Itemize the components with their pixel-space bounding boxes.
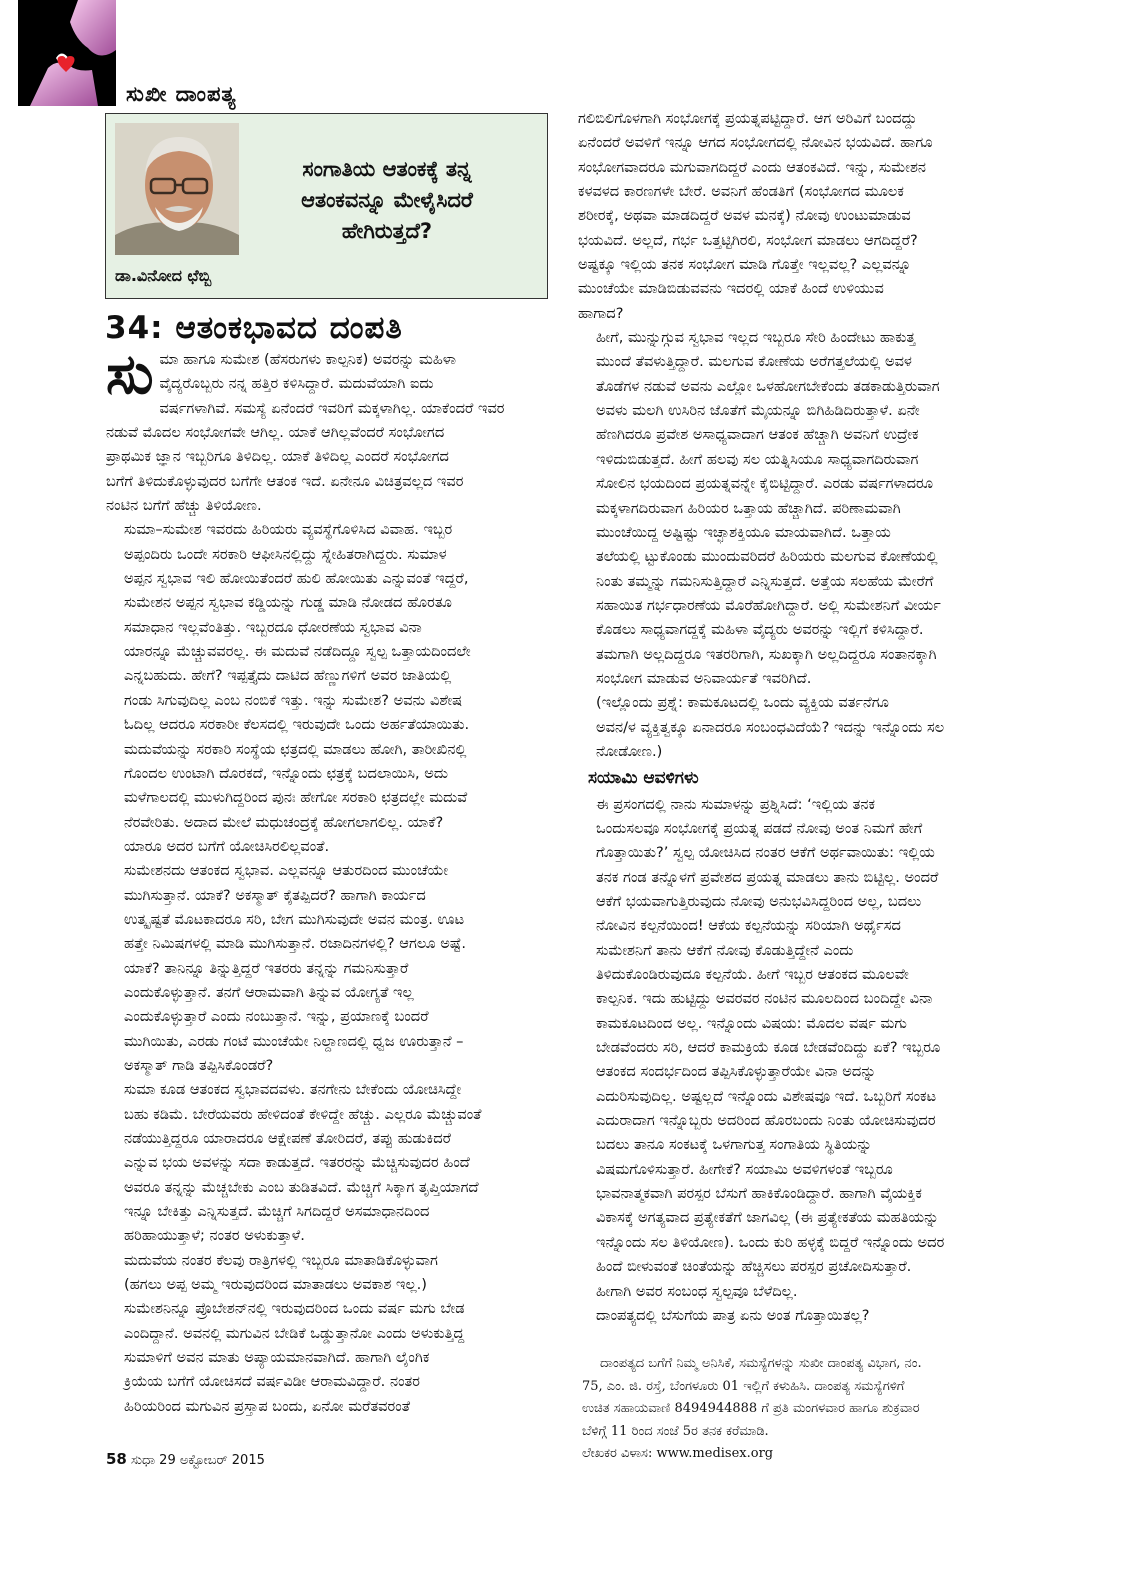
text-line: ದಾಂಪತ್ಯದಲ್ಲಿ ಬೆಸುಗೆಯ ಪಾತ್ರ ಏನು ಅಂತ ಗೊತ್ತಾಯಿತಲ್ಲ? <box>596 1306 870 1324</box>
text-line: ಕೊಡಲು ಸಾಧ್ಯವಾಗದ್ದಕ್ಕೆ ಮಹಿಳಾ ವೈದ್ಯರು ಅವರನ್ನು ಇಲ್ಲಿಗೆ ಕಳಿಸಿದ್ದಾರೆ. <box>596 621 924 639</box>
page-footer <box>106 1450 265 1468</box>
text-line: ಏನೆಂದರೆ ಅವಳಿಗೆ ಇನ್ನೂ ಆಗದ ಸಂಭೋಗದಲ್ಲಿ ನೋವಿನ ಭಯವಿದೆ. ಹಾಗೂ <box>578 134 933 152</box>
text-line: ಉತ್ಕೃಷ್ಟತೆ ಮೊಟಕಾದರೂ ಸರಿ, ಬೇಗ ಮುಗಿಸುವುದೇ ಅವನ ಮಂತ್ರ. ಊಟ <box>124 910 465 928</box>
text-line: ಅಪ್ಪಂದಿರು ಒಂದೇ ಸರಕಾರಿ ಆಫೀಸಿನಲ್ಲಿದ್ದು ಸ್ನೇಹಿತರಾಗಿದ್ದರು. ಸುಮಾಳ <box>124 545 447 563</box>
text-line: ಕಾಮಕೂಟದಿಂದ ಅಲ್ಲ. ಇನ್ನೊಂದು ವಿಷಯ: ಮೊದಲ ವರ್ಷ ಮಗು <box>596 1014 907 1032</box>
article-heading: 34: ಆತಂಕಭಾವದ ದಂಪತಿ <box>105 310 403 346</box>
text-line: ಅವಳು ಮಲಗಿ ಉಸಿರಿನ ಜೊತೆಗೆ ಮೈಯನ್ನೂ ಬಿಗಿಹಿಡಿದಿರುತ್ತಾಳೆ. ಏನೇ <box>596 402 920 420</box>
text-line: ನಡೆಯುತ್ತಿದ್ದರೂ ಯಾರಾದರೂ ಆಕ್ಷೇಪಣೆ ತೋರಿದರೆ, ತಪ್ಪು ಹುಡುಕಿದರೆ <box>124 1130 451 1147</box>
paragraph <box>578 793 1018 1304</box>
text-line: ಇನ್ನೂ ಬೇಕಿತ್ತು ಎನ್ನಿಸುತ್ತದೆ. ಮೆಚ್ಚಿಗೆ ಸಿಗದಿದ್ದರೆ ಅಸಮಾಧಾನದಿಂದ <box>124 1203 430 1221</box>
text-line: ಮಾ ಹಾಗೂ ಸುಮೇಶ (ಹೆಸರುಗಳು ಕಾಲ್ಪನಿಕ) ಅವರನ್ನು ಮಹಿಳಾ <box>159 351 456 368</box>
subheading: ಸಯಾಮಿ ಆವಳಿಗಳು <box>588 768 699 789</box>
text-line: ನೋವಿನ ಕಲ್ಪನೆಯಿಂದ! ಆಕೆಯ ಕಲ್ಪನೆಯನ್ನು ಸರಿಯಾಗಿ ಅರ್ಥೈಸದ <box>596 917 901 935</box>
contact-note <box>582 1353 1022 1466</box>
article-column-right <box>578 107 1018 1328</box>
text-line: ಯಾಕೆ? ತಾನಿನ್ನೂ ತಿನ್ನುತ್ತಿದ್ದರೆ ಇತರರು ತನ್ನನ್ನು ಗಮನಿಸುತ್ತಾರೆ <box>124 959 409 977</box>
text-line: ಮುಗಿಸುತ್ತಾನೆ. ಯಾಕೆ? ಅಕಸ್ಮಾತ್ ಕೈತಪ್ಪಿದರೆ? ಹಾಗಾಗಿ ಕಾರ್ಯದ <box>124 886 426 904</box>
paragraph <box>578 107 1018 326</box>
text-line: ಇಳಿದುಬಿಡುತ್ತದೆ. ಹೀಗೆ ಹಲವು ಸಲ ಯತ್ನಿಸಿಯೂ ಸಾಧ್ಯವಾಗದಿರುವಾಗ <box>596 450 919 468</box>
text-line: ಸುಮಾ–ಸುಮೇಶ ಇವರದು ಹಿರಿಯರು ವ್ಯವಸ್ಥೆಗೊಳಿಸಿದ ವಿವಾಹ. ಇಬ್ಬರ <box>124 521 453 539</box>
text-line: ಯಾರನ್ನೂ ಮೆಚ್ಚುವವರಲ್ಲ. ಈ ಮದುವೆ ನಡೆದಿದ್ದೂ ಸ್ವಲ್ಪ ಒತ್ತಾಯದಿಂದಲೇ <box>124 643 471 661</box>
text-line: ಭಯವಿದೆ. ಅಲ್ಲದೆ, ಗರ್ಭ ಒತ್ತಟ್ಟಿಗಿರಲಿ, ಸಂಭೋಗ ಮಾಡಲು ಆಗದಿದ್ದರೆ? <box>578 231 918 249</box>
article-column-left <box>106 342 546 1419</box>
teaser-text <box>256 154 518 247</box>
text-line: ತೊಡೆಗಳ ನಡುವೆ ಅವನು ಎಲ್ಲೋ ಒಳಹೋಗಬೇಕೆಂದು ತಡಕಾಡುತ್ತಿರುವಾಗ <box>596 377 940 395</box>
paragraph <box>578 691 1018 764</box>
teaser-line: ಹೇಗಿರುತ್ತದೆ? <box>341 219 433 243</box>
author-photo <box>115 123 239 255</box>
text-line: ಭಾವನಾತ್ಮಕವಾಗಿ ಪರಸ್ಪರ ಬೆಸುಗೆ ಹಾಕಿಕೊಂಡಿದ್ದಾರೆ. ಹಾಗಾಗಿ ವೈಯಕ್ತಿಕ <box>596 1185 922 1203</box>
author-portrait-icon <box>115 123 239 255</box>
text-line: ಹಾಗಾದ? <box>578 304 624 322</box>
note-line: ಉಚಿತ ಸಹಾಯವಾಣಿ 8494944888 ಗೆ ಪ್ರತಿ ಮಂಗಳವಾರ ಹಾಗೂ ಶುಕ್ರವಾರ <box>582 1401 920 1416</box>
paragraph <box>106 518 546 859</box>
text-line: ಸಂಭೋಗವಾದರೂ ಮಗುವಾಗದಿದ್ದರೆ ಎಂದು ಆತಂಕವಿದೆ. ಇನ್ನು, ಸುಮೇಶನ <box>578 158 927 176</box>
paragraph <box>106 859 546 1078</box>
text-line: ಸುಮಾಳಿಗೆ ಅವನ ಮಾತು ಅಪ್ಯಾಯಮಾನವಾಗಿದೆ. ಹಾಗಾಗಿ ಲೈಂಗಿಕ <box>124 1349 430 1367</box>
text-line: ಪ್ರಾಥಮಿಕ ಜ್ಞಾನ ಇಬ್ಬರಿಗೂ ತಿಳಿದಿಲ್ಲ. ಯಾಕೆ ತಿಳಿದಿಲ್ಲ ಎಂದರೆ ಸಂಭೋಗದ <box>106 448 449 466</box>
text-line: ನೆರವೇರಿತು. ಅದಾದ ಮೇಲೆ ಮಧುಚಂದ್ರಕ್ಕೆ ಹೋಗಲಾಗಲಿಲ್ಲ. ಯಾಕೆ? <box>124 813 444 831</box>
paragraph <box>106 342 546 518</box>
text-line: ತಿಳಿದುಕೊಂಡಿರುವುದೂ ಕಲ್ಪನೆಯೆ. ಹೀಗೆ ಇಬ್ಬರ ಆತಂಕದ ಮೂಲವೇ <box>596 966 909 984</box>
text-line: ಮುಗಿಯಿತು, ಎರಡು ಗಂಟೆ ಮುಂಚೆಯೇ ನಿಲ್ದಾಣದಲ್ಲಿ ಧ್ವಜ ಊರುತ್ತಾನೆ – <box>124 1032 464 1050</box>
text-line: ಮುಂಚೆಯೇ ಮಾಡಿಬಿಡುವವನು ಇದರಲ್ಲಿ ಯಾಕೆ ಹಿಂದೆ ಉಳಿಯುವ <box>578 280 884 298</box>
note-line: ಲೇಖಕರ ವಿಳಾಸ: www.medisex.org <box>582 1446 774 1461</box>
text-line: ಮದುವೆಯ ನಂತರ ಕೆಲವು ರಾತ್ರಿಗಳಲ್ಲಿ ಇಬ್ಬರೂ ಮಾತಾಡಿಕೊಳ್ಳುವಾಗ <box>124 1251 438 1269</box>
text-line: ಬಹು ಕಡಿಮೆ. ಬೇರೆಯವರು ಹೇಳಿದಂತೆ ಕೇಳಿದ್ದೇ ಹೆಚ್ಚು. ಎಲ್ಲರೂ ಮೆಚ್ಚುವಂತೆ <box>124 1105 482 1123</box>
text-line: ಎನ್ನುವ ಭಯ ಅವಳನ್ನು ಸದಾ ಕಾಡುತ್ತದೆ. ಇತರರನ್ನು ಮೆಚ್ಚಿಸುವುದರ ಹಿಂದೆ <box>124 1154 470 1172</box>
page-number: 58 <box>106 1450 127 1468</box>
text-line: ಅವರೂ ತನ್ನನ್ನು ಮೆಚ್ಚಬೇಕು ಎಂಬ ತುಡಿತವಿದೆ. ಮೆಚ್ಚಿಗೆ ಸಿಕ್ಕಾಗ ತೃಪ್ತಿಯಾಗದೆ <box>124 1178 479 1196</box>
text-line: ಎದುರಿಸುವುದಿಲ್ಲ. ಅಷ್ಟಲ್ಲದೆ ಇನ್ನೊಂದು ವಿಶೇಷವೂ ಇದೆ. ಒಬ್ಬರಿಗೆ ಸಂಕಟ <box>596 1087 937 1105</box>
text-line: ಒಂದುಸಲವೂ ಸಂಭೋಗಕ್ಕೆ ಪ್ರಯತ್ನ ಪಡದೆ ನೋವು ಅಂತ ನಿಮಗೆ ಹೇಗೆ <box>596 819 923 837</box>
text-line: ಬದಲು ತಾನೂ ಸಂಕಟಕ್ಕೆ ಒಳಗಾಗುತ್ತ ಸಂಗಾತಿಯ ಸ್ಥಿತಿಯನ್ನು <box>596 1136 872 1154</box>
text-line: ಸುಮೇಶನದು ಆತಂಕದ ಸ್ವಭಾವ. ಎಲ್ಲವನ್ನೂ ಆತುರದಿಂದ ಮುಂಚೆಯೇ <box>124 862 449 880</box>
note-line: ದಾಂಪತ್ಯದ ಬಗೆಗೆ ನಿಮ್ಮ ಅನಿಸಿಕೆ, ಸಮಸ್ಯೆಗಳನ್ನು ಸುಖೀ ದಾಂಪತ್ಯ ವಿಭಾಗ, ನಂ. <box>600 1356 922 1371</box>
text-line: (ಹಗಲು ಅಪ್ಪ ಅಮ್ಮ ಇರುವುದರಿಂದ ಮಾತಾಡಲು ಅವಕಾಶ ಇಲ್ಲ.) <box>124 1276 428 1294</box>
right-paragraphs-bottom <box>578 793 1018 1329</box>
text-line: ವರ್ಷಗಳಾಗಿವೆ. ಸಮಸ್ಯೆ ಏನೆಂದರೆ ಇವರಿಗೆ ಮಕ್ಕಳಾಗಿಲ್ಲ. ಯಾಕೆಂದರೆ ಇವರ <box>159 399 505 417</box>
text-line: ತಮಗಾಗಿ ಅಲ್ಲದಿದ್ದರೂ ಇತರರಿಗಾಗಿ, ಸುಖಕ್ಕಾಗಿ ಅಲ್ಲದಿದ್ದರೂ ಸಂತಾನಕ್ಕಾಗಿ <box>596 645 937 663</box>
text-line: ಹರಿಹಾಯುತ್ತಾಳೆ; ನಂತರ ಅಳುಕುತ್ತಾಳೆ. <box>124 1227 305 1245</box>
text-line: ಕಳವಳದ ಕಾರಣಗಳೇ ಬೇರೆ. ಅವನಿಗೆ ಹೆಂಡತಿಗೆ (ಸಂಭೋಗದ ಮೂಲಕ <box>578 183 904 201</box>
logo-graphic-icon <box>18 0 116 106</box>
text-line: ಸೋಲಿನ ಭಯದಿಂದ ಪ್ರಯತ್ನವನ್ನೇ ಕೈಬಿಟ್ಟಿದ್ದಾರೆ. ಎರಡು ವರ್ಷಗಳಾದರೂ <box>596 475 934 493</box>
text-line: ಅಕಸ್ಮಾತ್ ಗಾಡಿ ತಪ್ಪಿಸಿಕೊಂಡರೆ? <box>124 1056 274 1074</box>
paragraph <box>578 326 1018 691</box>
text-line: ಹಿರಿಯರಿಂದ ಮಗುವಿನ ಪ್ರಸ್ತಾಪ ಬಂದು, ಏನೋ ಮರೆತವರಂತೆ <box>124 1397 411 1415</box>
text-line: (ಇಲ್ಲೊಂದು ಪ್ರಶ್ನೆ: ಕಾಮಕೂಟದಲ್ಲಿ ಒಂದು ವ್ಯಕ್ತಿಯ ವರ್ತನೆಗೂ <box>596 694 889 712</box>
text-line: ವಿಕಾಸಕ್ಕೆ ಅಗತ್ಯವಾದ ಪ್ರತ್ಯೇಕತೆಗೆ ಜಾಗವಿಲ್ಲ (ಈ ಪ್ರತ್ಯೇಕತೆಯ ಮಹತಿಯನ್ನು <box>596 1209 939 1227</box>
text-line: ಸುಮಾ ಕೂಡ ಆತಂಕದ ಸ್ವಭಾವದವಳು. ತನಗೇನು ಬೇಕೆಂದು ಯೋಚಿಸಿದ್ದೇ <box>124 1081 462 1099</box>
text-line: ವೈದ್ಯರೊಬ್ಬರು ನನ್ನ ಹತ್ತಿರ ಕಳಿಸಿದ್ದಾರೆ. ಮದುವೆಯಾಗಿ ಐದು <box>159 375 434 393</box>
text-line: ಬೇಡವೆಂದರು ಸರಿ, ಆದರೆ ಕಾಮಕ್ರಿಯೆ ಕೂಡ ಬೇಡವೆಂದಿದ್ದು ಏಕೆ? ಇಬ್ಬರೂ <box>596 1039 941 1057</box>
text-line: ಮಳೆಗಾಲದಲ್ಲಿ ಮುಳುಗಿದ್ದರಿಂದ ಪುನಃ ಹೇಗೋ ಸರಕಾರಿ ಛತ್ರದಲ್ಲೇ ಮದುವೆ <box>124 789 468 807</box>
text-line: ಎಂದಿದ್ದಾನೆ. ಅವನಲ್ಲಿ ಮಗುವಿನ ಬೇಡಿಕೆ ಒಡ್ಡುತ್ತಾನೋ ಎಂದು ಅಳುಕುತ್ತಿದ್ದ <box>124 1324 465 1342</box>
text-line: ಎಂದುಕೊಳ್ಳುತ್ತಾರೆ ಎಂದು ನಂಬುತ್ತಾನೆ. ಇನ್ನು, ಪ್ರಯಾಣಕ್ಕೆ ಬಂದರೆ <box>124 1008 429 1026</box>
text-line: ಅಷ್ಟಕ್ಕೂ ಇಲ್ಲಿಯ ತನಕ ಸಂಭೋಗ ಮಾಡಿ ಗೊತ್ತೇ ಇಲ್ಲವಲ್ಲ? ಎಲ್ಲವನ್ನೂ <box>578 256 912 274</box>
text-line: ನೋಡೋಣ.) <box>596 742 663 760</box>
text-line: ಮುಂದೆ ತೆವಳುತ್ತಿದ್ದಾರೆ. ಮಲಗುವ ಕೋಣೆಯ ಅರೆಗತ್ತಲೆಯಲ್ಲಿ ಅವಳ <box>596 353 912 371</box>
teaser-line: ಆತಂಕವನ್ನೂ ಮೇಳೈಸಿದರೆ <box>301 188 473 212</box>
text-line: ಆಕೆಗೆ ಭಯವಾಗುತ್ತಿರುವುದು ನೋವು ಅನುಭವಿಸಿದ್ದರಿಂದ ಅಲ್ಲ, ಬದಲು <box>596 893 922 910</box>
magazine-logo <box>18 0 116 106</box>
paragraph <box>106 1078 546 1248</box>
text-line: ಸುಮೇಶನಿನ್ನೂ ಪ್ರೊಬೇಶನ್‌ನಲ್ಲಿ ಇರುವುದರಿಂದ ಒಂದು ವರ್ಷ ಮಗು ಬೇಡ <box>124 1300 465 1318</box>
text-line: ಅಪ್ಪನ ಸ್ವಭಾವ ಇಲಿ ಹೋಯಿತೆಂದರೆ ಹುಲಿ ಹೋಯಿತು ಎನ್ನುವಂತೆ ಇದ್ದರೆ, <box>124 570 469 588</box>
text-line: ಹೆಣಗಿದರೂ ಪ್ರವೇಶ ಅಸಾಧ್ಯವಾದಾಗ ಆತಂಕ ಹೆಚ್ಚಾಗಿ ಅವನಿಗೆ ಉದ್ರೇಕ <box>596 426 919 444</box>
text-line: ಸಮಾಧಾನ ಇಲ್ಲವೆಂತಿತ್ತು. ಇಬ್ಬರದೂ ಧೋರಣೆಯ ಸ್ವಭಾವ ವಿನಾ <box>124 618 422 636</box>
text-line: ಆತಂಕದ ಸಂದರ್ಭದಿಂದ ತಪ್ಪಿಸಿಕೊಳ್ಳುತ್ತಾರೆಯೇ ವಿನಾ ಅದನ್ನು <box>596 1063 877 1081</box>
right-paragraphs-top <box>578 107 1018 764</box>
text-line: ಮುಂಚೆಯಿದ್ದ ಅಷ್ಟಿಷ್ಟು ಇಚ್ಛಾಶಕ್ತಿಯೂ ಮಾಯವಾಗಿದೆ. ಒತ್ತಾಯ <box>596 523 891 541</box>
left-paragraphs <box>106 342 546 1419</box>
footer-text: ಸುಧಾ 29 ಅಕ್ಟೋಬರ್ 2015 <box>131 1453 265 1468</box>
text-line: ಇನ್ನೊಂದು ಸಲ ತಿಳಿಯೋಣ). ಒಂದು ಕುರಿ ಹಳ್ಳಕ್ಕೆ ಬಿದ್ದರೆ ಇನ್ನೊಂದು ಅದರ <box>596 1233 945 1251</box>
text-line: ಹತ್ತೇ ನಿಮಿಷಗಳಲ್ಲಿ ಮಾಡಿ ಮುಗಿಸುತ್ತಾನೆ. ರಜಾದಿನಗಳಲ್ಲಿ? ಆಗಲೂ ಅಷ್ಟೆ. <box>124 935 467 953</box>
text-line: ಓದಿಲ್ಲ ಆದರೂ ಸರಕಾರೀ ಕೆಲಸದಲ್ಲಿ ಇರುವುದೇ ಒಂದು ಅರ್ಹತೆಯಾಯಿತು. <box>124 716 470 734</box>
text-line: ಬಗೆಗೆ ತಿಳಿದುಕೊಳ್ಳುವುದರ ಬಗೆಗೇ ಆತಂಕ ಇದೆ. ಏನೇನೂ ವಿಚಿತ್ರವಲ್ಲದ ಇವರ <box>106 472 464 490</box>
text-line: ಕ್ರಿಯೆಯ ಬಗೆಗೆ ಯೋಚಿಸದೆ ವರ್ಷವಿಡೀ ಆರಾಮವಿದ್ದಾರೆ. ನಂತರ <box>124 1373 420 1391</box>
text-line: ಸಹಾಯಿತ ಗರ್ಭಧಾರಣೆಯ ಮೊರೆಹೋಗಿದ್ದಾರೆ. ಅಲ್ಲಿ ಸುಮೇಶನಿಗೆ ವೀರ್ಯ <box>596 596 941 614</box>
text-line: ಹೀಗೆ, ಮುನ್ನುಗ್ಗುವ ಸ್ವಭಾವ ಇಲ್ಲದ ಇಬ್ಬರೂ ಸೇರಿ ಹಿಂದೇಟು ಹಾಕುತ್ತ <box>596 329 916 347</box>
text-line: ಈ ಪ್ರಸಂಗದಲ್ಲಿ ನಾನು ಸುಮಾಳನ್ನು ಪ್ರಶ್ನಿಸಿದೆ: ‘ಇಲ್ಲಿಯ ತನಕ <box>596 795 876 813</box>
paragraph <box>578 1304 1018 1328</box>
text-line: ಅವನ/ಳ ವ್ಯಕ್ತಿತ್ವಕ್ಕೂ ಏನಾದರೂ ಸಂಬಂಧವಿದೆಯೆ? ಇದನ್ನು ಇನ್ನೊಂದು ಸಲ <box>596 718 945 736</box>
text-line: ಹೀಗಾಗಿ ಅವರ ಸಂಬಂಧ ಸ್ವಲ್ಪವೂ ಬೆಳೆದಿಲ್ಲ. <box>596 1282 798 1300</box>
teaser-line: ಸಂಗಾತಿಯ ಆತಂಕಕ್ಕೆ ತನ್ನ <box>302 157 472 181</box>
text-line: ಗಲಿಬಿಲಿಗೊಳಗಾಗಿ ಸಂಭೋಗಕ್ಕೆ ಪ್ರಯತ್ನಪಟ್ಟಿದ್ದಾರೆ. ಆಗ ಅರಿವಿಗೆ ಬಂದದ್ದು <box>578 110 917 127</box>
text-line: ಗಂಡು ಸಿಗುವುದಿಲ್ಲ ಎಂಬ ನಂಬಿಕೆ ಇತ್ತು. ಇನ್ನು ಸುಮೇಶ? ಅವನು ವಿಶೇಷ <box>124 691 463 709</box>
note-line: 75, ಎಂ. ಜಿ. ರಸ್ತೆ, ಬೆಂಗಳೂರು 01 ಇಲ್ಲಿಗೆ ಕಳುಹಿಸಿ. ದಾಂಪತ್ಯ ಸಮಸ್ಯೆಗಳಿಗೆ <box>582 1378 905 1394</box>
text-line: ಸಂಭೋಗ ಮಾಡುವ ಅನಿವಾರ್ಯತೆ ಇವರಿಗಿದೆ. <box>596 669 812 687</box>
text-line: ತಲೆಯಲ್ಲಿ ಟ್ಟುಕೊಂಡು ಮುಂದುವರಿದರೆ ಹಿರಿಯರು ಮಲಗುವ ಕೋಣೆಯಲ್ಲಿ <box>596 548 938 566</box>
text-line: ಸುಮೇಶನಿಗೆ ತಾನು ಆಕೆಗೆ ನೋವು ಕೊಡುತ್ತಿದ್ದೇನೆ ಎಂದು <box>596 941 854 959</box>
teaser-box <box>105 113 548 299</box>
text-line: ಸುಮೇಶನ ಅಪ್ಪನ ಸ್ವಭಾವ ಕಡ್ಡಿಯನ್ನು ಗುಡ್ಡ ಮಾಡಿ ನೋಡದ ಹೊರತೂ <box>124 594 452 612</box>
author-name: ಡಾ.ವಿನೋದ ಛೆಬ್ಬಿ <box>115 266 212 285</box>
text-line: ವಿಷಮಗೊಳಿಸುತ್ತಾರೆ. ಹೀಗೇಕೆ? ಸಯಾಮಿ ಅವಳಿಗಳಂತೆ ಇಬ್ಬರೂ <box>596 1160 893 1178</box>
section-title: ಸುಖೀ ದಾಂಪತ್ಯ <box>126 82 237 106</box>
text-line: ಗೊತ್ತಾಯಿತು?’ ಸ್ವಲ್ಪ ಯೋಚಿಸಿದ ನಂತರ ಆಕೆಗೆ ಅರ್ಥವಾಯಿತು: ಇಲ್ಲಿಯ <box>596 844 935 862</box>
text-line: ಶರೀರಕ್ಕೆ, ಅಥವಾ ಮಾಡದಿದ್ದರೆ ಅವಳ ಮನಕ್ಕೆ) ನೋವು ಉಂಟುಮಾಡುವ <box>578 207 911 225</box>
text-line: ಹಿಂದೆ ಬೀಳುವಂತೆ ಚಿಂತೆಯನ್ನು ಹೆಚ್ಚಿಸಲು ಪರಸ್ಪರ ಪ್ರಚೋದಿಸುತ್ತಾರೆ. <box>596 1258 912 1276</box>
text-line: ಯಾರೂ ಅದರ ಬಗೆಗೆ ಯೋಚಿಸಿರಲಿಲ್ಲವಂತೆ. <box>124 837 330 855</box>
text-line: ಮದುವೆಯನ್ನು ಸರಕಾರಿ ಸಂಸ್ಥೆಯ ಛತ್ರದಲ್ಲಿ ಮಾಡಲು ಹೋಗಿ, ತಾರೀಖಿನಲ್ಲಿ <box>124 740 467 758</box>
text-line: ಎದುರಾದಾಗ ಇನ್ನೊಬ್ಬರು ಅದರಿಂದ ಹೊರಬಂದು ನಿಂತು ಯೋಚಿಸುವುದರ <box>596 1112 936 1130</box>
text-line: ಮಕ್ಕಳಾಗದಿರುವಾಗ ಹಿರಿಯರ ಒತ್ತಾಯ ಹೆಚ್ಚಾಗಿದೆ. ಪರಿಣಾಮವಾಗಿ <box>596 499 901 517</box>
drop-cap: ಸು <box>106 342 154 407</box>
paragraph <box>106 1249 546 1419</box>
note-line: ಬೆಳಿಗ್ಗೆ 11 ರಿಂದ ಸಂಜೆ 5ರ ತನಕ ಕರೆಮಾಡಿ. <box>582 1423 769 1439</box>
text-line: ನಿಂತು ತಮ್ಮನ್ನು ಗಮನಿಸುತ್ತಿದ್ದಾರೆ ಎನ್ನಿಸುತ್ತದೆ. ಅತ್ತೆಯ ಸಲಹೆಯ ಮೇರೆಗೆ <box>596 572 934 590</box>
text-line: ಎನ್ನಬಹುದು. ಹೇಗೆ? ಇಪ್ಪತ್ತೈದು ದಾಟಿದ ಹೆಣ್ಣುಗಳಿಗೆ ಅವರ ಜಾತಿಯಲ್ಲಿ <box>124 667 452 685</box>
text-line: ನಂಟಿನ ಬಗೆಗೆ ಹೆಚ್ಚು ತಿಳಿಯೋಣ. <box>106 497 262 515</box>
text-line: ಎಂದುಕೊಳ್ಳುತ್ತಾನೆ. ತನಗೆ ಆರಾಮವಾಗಿ ತಿನ್ನುವ ಯೋಗ್ಯತೆ ಇಲ್ಲ <box>124 983 414 1001</box>
text-line: ನಡುವೆ ಮೊದಲ ಸಂಭೋಗವೇ ಆಗಿಲ್ಲ. ಯಾಕೆ ಆಗಿಲ್ಲವೆಂದರೆ ಸಂಭೋಗದ <box>106 424 445 442</box>
text-line: ಗೊಂದಲ ಉಂಟಾಗಿ ದೊರಕದೆ, ಇನ್ನೊಂದು ಛತ್ರಕ್ಕೆ ಬದಲಾಯಿಸಿ, ಅದು <box>124 764 448 782</box>
text-line: ತನಕ ಗಂಡ ತನ್ನೊಳಗೆ ಪ್ರವೇಶದ ಪ್ರಯತ್ನ ಮಾಡಲು ತಾನು ಬಿಟ್ಟಿಲ್ಲ. ಅಂದರೆ <box>596 868 939 886</box>
text-line: ಕಾಲ್ಪನಿಕ. ಇದು ಹುಟ್ಟಿದ್ದು ಅವರವರ ನಂಟಿನ ಮೂಲದಿಂದ ಬಂದಿದ್ದೇ ವಿನಾ <box>596 990 933 1008</box>
